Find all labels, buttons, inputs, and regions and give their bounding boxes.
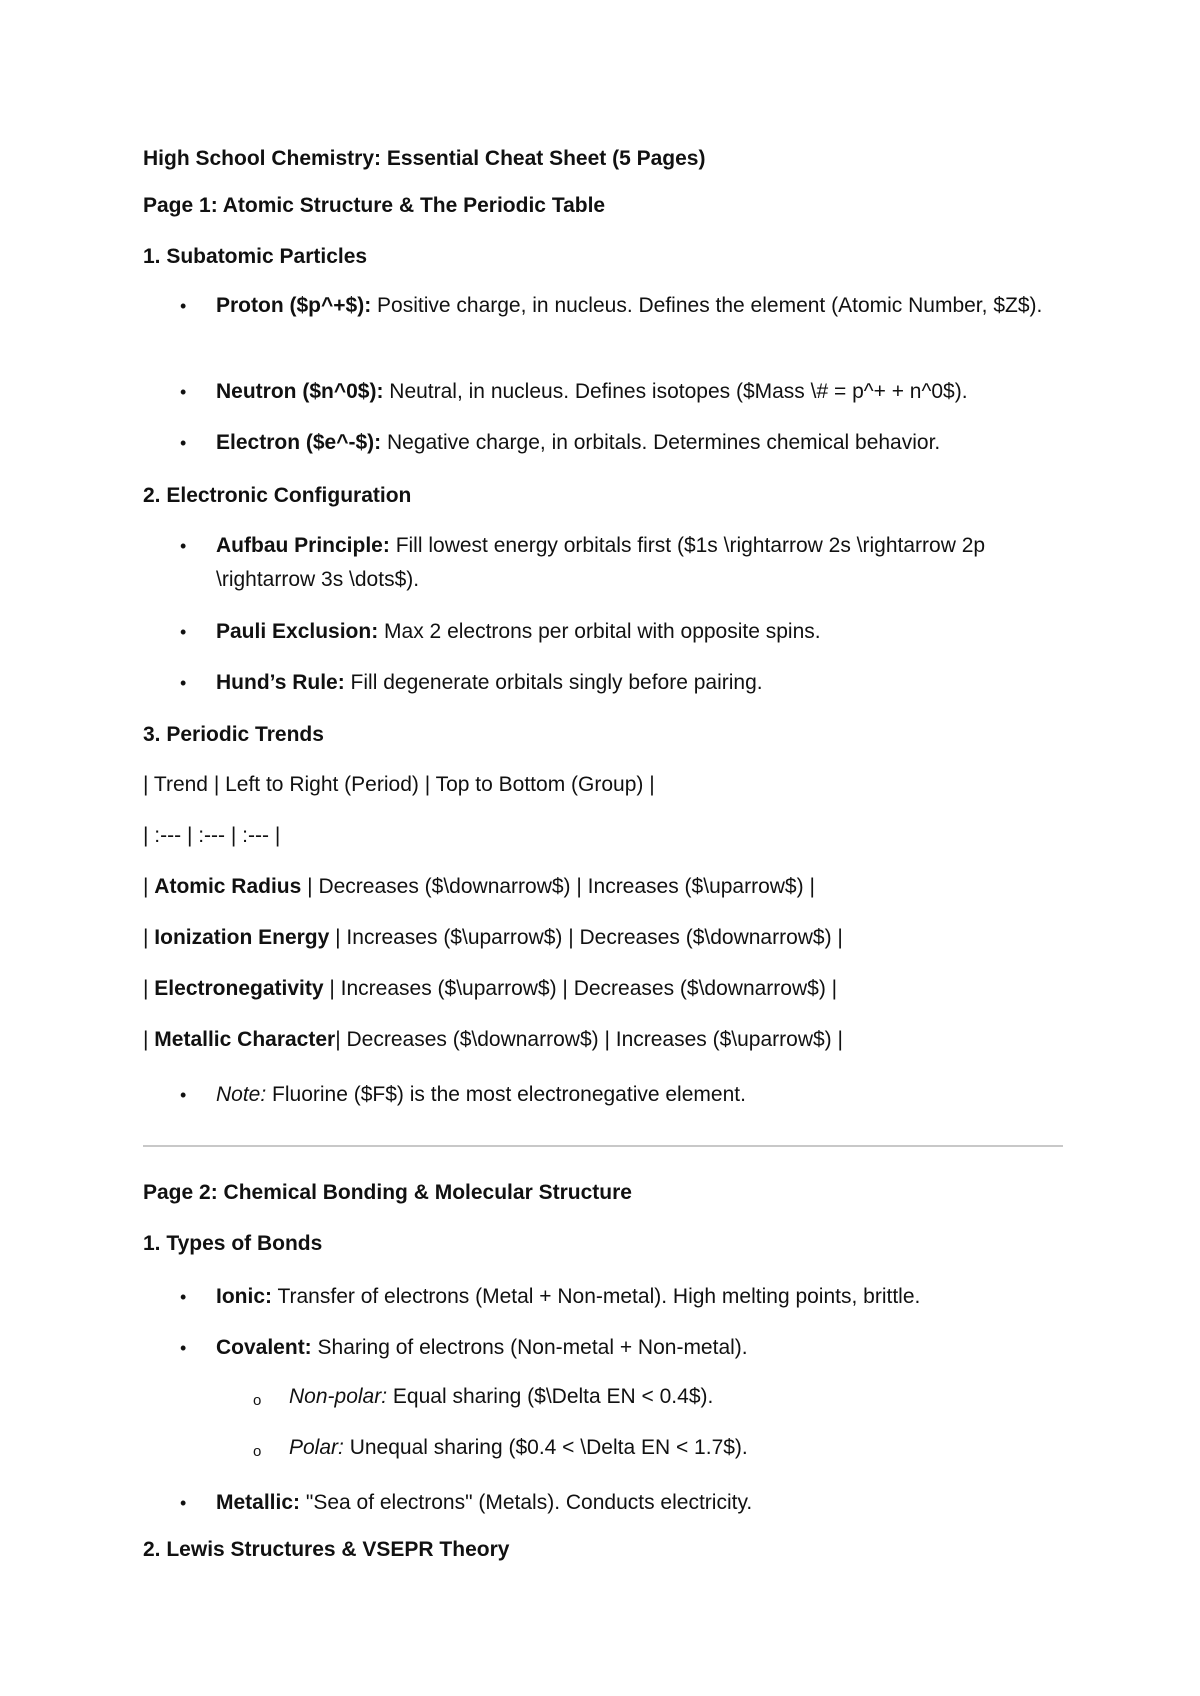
bullet-icon: • — [180, 673, 187, 693]
bullet-icon: • — [180, 1338, 187, 1358]
polar-term: Polar: — [289, 1436, 344, 1459]
row-pre: | — [143, 926, 155, 949]
note-text: Fluorine ($F$) is the most electronegative element. — [266, 1083, 746, 1106]
bond-types-heading: 1. Types of Bonds — [143, 1232, 323, 1255]
document-title: High School Chemistry: Essential Cheat Sheet (5 Pages) — [143, 147, 706, 170]
hund-item — [216, 666, 1056, 700]
polar-item — [289, 1435, 748, 1461]
config-heading: 2. Electronic Configuration — [143, 484, 412, 507]
electron-term: Electron ($e^-$): — [216, 431, 382, 454]
neutron-text: Neutral, in nucleus. Defines isotopes ($Mass \# = p^+ + n^0$). — [383, 380, 968, 403]
ionic-text: Transfer of electrons (Metal + Non-metal). High melting points, brittle. — [272, 1285, 921, 1308]
sub-bullet-icon: o — [253, 1392, 262, 1409]
metallic-text: "Sea of electrons" (Metals). Conducts electricity. — [300, 1491, 753, 1514]
bullet-icon: • — [180, 536, 187, 556]
trends-table-align: | :--- | :--- | :--- | — [143, 824, 281, 847]
hund-term: Hund’s Rule: — [216, 671, 345, 694]
bullet-icon: • — [180, 382, 187, 402]
proton-item — [216, 289, 1056, 323]
subatomic-heading: 1. Subatomic Particles — [143, 245, 368, 268]
trends-table-header: | Trend | Left to Right (Period) | Top to Bottom (Group) | — [143, 773, 655, 796]
nonpolar-term: Non-polar: — [289, 1385, 388, 1408]
metallic-item — [216, 1486, 1056, 1520]
aufbau-text: Fill lowest energy orbitals first ($1s \rightarrow 2s \rightarrow 2p \rightarrow 3s \dots$). — [216, 534, 986, 591]
covalent-text: Sharing of electrons (Non-metal + Non-metal). — [311, 1336, 748, 1359]
pauli-text: Max 2 electrons per orbital with opposite spins. — [378, 620, 821, 643]
polar-text: Unequal sharing ($0.4 < \Delta EN < 1.7$). — [343, 1436, 748, 1459]
row-pre: | — [143, 875, 155, 898]
proton-text: Positive charge, in nucleus. Defines the element (Atomic Number, $Z$). — [371, 294, 1043, 317]
row-text: | Increases ($\uparrow$) | Decreases ($\downarrow$) | — [323, 977, 838, 1000]
nonpolar-item — [289, 1384, 713, 1410]
neutron-term: Neutron ($n^0$): — [216, 380, 384, 403]
trends-row-metallic — [143, 1027, 843, 1053]
aufbau-item — [216, 529, 1056, 597]
lewis-vsepr-heading: 2. Lewis Structures & VSEPR Theory — [143, 1538, 510, 1561]
ionic-item — [216, 1280, 1056, 1314]
row-term: Metallic Character — [154, 1028, 336, 1051]
row-term: Electronegativity — [154, 977, 324, 1000]
row-term: Ionization Energy — [154, 926, 330, 949]
page1-heading: Page 1: Atomic Structure & The Periodic Table — [143, 194, 606, 217]
trends-row-atomic-radius — [143, 874, 815, 900]
horizontal-divider — [143, 1145, 1063, 1147]
trends-heading: 3. Periodic Trends — [143, 723, 324, 746]
row-term: Atomic Radius — [154, 875, 302, 898]
row-text: | Decreases ($\downarrow$) | Increases ($\uparrow$) | — [335, 1028, 843, 1051]
note-label: Note: — [216, 1083, 267, 1106]
pauli-term: Pauli Exclusion: — [216, 620, 379, 643]
row-text: | Increases ($\uparrow$) | Decreases ($\downarrow$) | — [329, 926, 843, 949]
nonpolar-text: Equal sharing ($\Delta EN < 0.4$). — [387, 1385, 714, 1408]
bullet-icon: • — [180, 1493, 187, 1513]
ionic-term: Ionic: — [216, 1285, 272, 1308]
pauli-item — [216, 615, 1056, 649]
sub-bullet-icon: o — [253, 1443, 262, 1460]
electron-text: Negative charge, in orbitals. Determines chemical behavior. — [381, 431, 941, 454]
bullet-icon: • — [180, 296, 187, 316]
note-item — [216, 1078, 1056, 1112]
covalent-term: Covalent: — [216, 1336, 312, 1359]
electron-item — [216, 426, 1056, 460]
page2-heading: Page 2: Chemical Bonding & Molecular Structure — [143, 1181, 632, 1204]
bullet-icon: • — [180, 622, 187, 642]
aufbau-term: Aufbau Principle: — [216, 534, 390, 557]
trends-row-electronegativity — [143, 976, 837, 1002]
neutron-item — [216, 375, 1056, 409]
bullet-icon: • — [180, 1287, 187, 1307]
proton-term: Proton ($p^+$): — [216, 294, 372, 317]
bullet-icon: • — [180, 433, 187, 453]
hund-text: Fill degenerate orbitals singly before pairing. — [344, 671, 763, 694]
covalent-item — [216, 1331, 1056, 1365]
metallic-term: Metallic: — [216, 1491, 301, 1514]
row-pre: | — [143, 1028, 155, 1051]
row-text: | Decreases ($\downarrow$) | Increases ($\uparrow$) | — [301, 875, 815, 898]
bullet-icon: • — [180, 1085, 187, 1105]
trends-row-ionization — [143, 925, 843, 951]
row-pre: | — [143, 977, 155, 1000]
